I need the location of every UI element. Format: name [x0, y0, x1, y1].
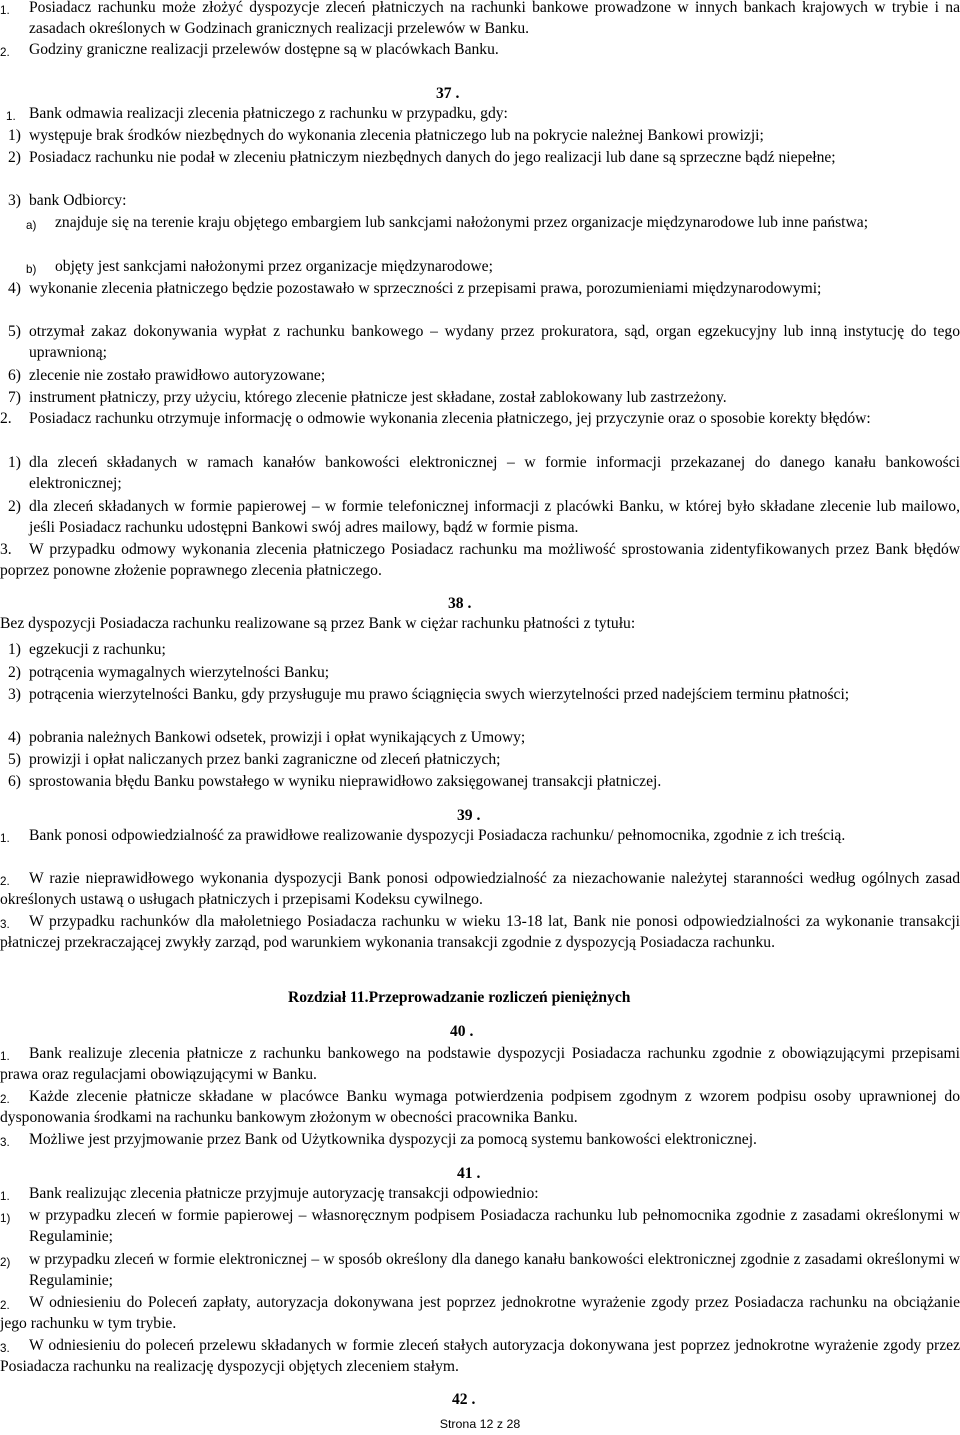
- list-marker: 3.: [0, 1136, 10, 1149]
- list-item-text: Posiadacz rachunku nie podał w zleceniu płatniczym niezbędnych danych do jego realizacji lub dane są sprzeczne bądź niepełne;: [29, 149, 836, 166]
- list-item-text: sprostowania błędu Banku powstałego w wyniku nieprawidłowo zaksięgowanej transakcji płatniczej.: [29, 773, 662, 790]
- section-heading: 37 .: [436, 85, 460, 102]
- list-item: [0, 685, 960, 706]
- list-item: [0, 0, 960, 40]
- list-item-text: potrącenia wymagalnych wierzytelności Banku;: [29, 664, 330, 681]
- list-item: [0, 826, 960, 847]
- list-marker: 3): [8, 192, 21, 209]
- list-item-text: bank Odbiorcy:: [29, 192, 127, 209]
- paragraph-marker: 2.: [0, 410, 12, 427]
- list-item: [0, 728, 960, 749]
- section-heading: 39 .: [457, 807, 481, 824]
- sub-list-marker: a): [26, 219, 37, 232]
- list-item: [0, 1087, 960, 1129]
- list-item-text: W odniesieniu do Poleceń zapłaty, autoryzacja dokonywana jest poprzez jednokrotne wyrażenie zgody przez Posiadacza rachunku na obciążanie jego rachunku w tym trybie.: [0, 1294, 960, 1332]
- list-item: [0, 388, 960, 409]
- list-item: [0, 663, 960, 684]
- sub-list-marker: b): [26, 263, 37, 276]
- section-heading: 42 .: [452, 1391, 476, 1408]
- list-marker: 4): [8, 729, 21, 746]
- list-item: [0, 1336, 960, 1378]
- list-item: [0, 279, 960, 300]
- list-item-text: występuje brak środków niezbędnych do wykonania zlecenia płatniczego lub na pokrycie należnej Bankowi prowizji;: [29, 127, 764, 144]
- list-item: [0, 126, 960, 147]
- sub-list-item-text: znajduje się na terenie kraju objętego embargiem lub sankcjami nałożonymi przez organizacje międzynarodowe lub inne państwa;: [55, 214, 869, 231]
- list-item: [0, 1250, 960, 1292]
- list-item-text: Bank realizuje zlecenia płatnicze z rachunku bankowego na podstawie dyspozycji Posiadacza rachunku zgodnie z obowiązującymi przepisami prawa oraz regulacjami obowiązującymi w Banku.: [0, 1045, 960, 1083]
- list-item-text: w przypadku zleceń w formie papierowej – własnoręcznym podpisem Posiadacza rachunku lub pełnomocnika zgodnie z zasadami określonymi w Regulaminie;: [29, 1207, 960, 1245]
- list-item-text: egzekucji z rachunku;: [29, 641, 166, 658]
- list-item: [0, 772, 960, 793]
- section-heading: 40 .: [450, 1023, 474, 1040]
- list-marker: 3): [8, 686, 21, 703]
- list-marker: 3.: [0, 1342, 10, 1355]
- list-marker: 1): [8, 454, 21, 471]
- paragraph: [0, 1184, 960, 1205]
- list-item-text: instrument płatniczy, przy użyciu, którego zlecenie płatnicze jest składane, został zablokowany lub zastrzeżony.: [29, 389, 727, 406]
- sub-list-item-text: objęty jest sankcjami nałożonymi przez organizacje międzynarodowe;: [55, 258, 493, 275]
- list-marker: 1.: [0, 4, 10, 17]
- list-item-text: Posiadacz rachunku może złożyć dyspozycje zleceń płatniczych na rachunki bankowe prowadzone w innych bankach krajowych w trybie i na zasadach określonych w Godzinach granicznych realizacji przelewów w Banku.: [29, 0, 960, 37]
- list-marker: 1): [0, 1212, 11, 1225]
- list-item: [0, 453, 960, 495]
- list-item: [0, 869, 960, 911]
- list-item-text: Bank ponosi odpowiedzialność za prawidłowe realizowanie dyspozycji Posiadacza rachunku/ pełnomocnika, zgodnie z ich treścią.: [29, 827, 846, 844]
- list-item-text: wykonanie zlecenia płatniczego będzie pozostawało w sprzeczności z przepisami prawa, porozumieniami międzynarodowymi;: [29, 280, 822, 297]
- sub-list-item: [26, 257, 960, 278]
- list-marker: 2): [8, 149, 21, 166]
- list-item-text: zlecenie nie zostało prawidłowo autoryzowane;: [29, 367, 326, 384]
- list-marker: 2.: [0, 1093, 10, 1106]
- paragraph: [0, 540, 960, 582]
- paragraph-text: Bank realizując zlecenia płatnicze przyjmuje autoryzację transakcji odpowiednio:: [29, 1185, 539, 1202]
- paragraph: [0, 409, 960, 430]
- paragraph-marker: 3.: [0, 541, 12, 558]
- list-marker: 1): [8, 127, 21, 144]
- list-marker: 6): [8, 773, 21, 790]
- list-item: [0, 1130, 960, 1151]
- list-item: [0, 322, 960, 364]
- list-item: [0, 1206, 960, 1248]
- paragraph-marker: 1.: [6, 110, 16, 123]
- list-marker: 4): [8, 280, 21, 297]
- list-item-text: potrącenia wierzytelności Banku, gdy przysługuje mu prawo ściągnięcia swych wierzytelności przed nadejściem terminu płatności;: [29, 686, 850, 703]
- list-item-text: w przypadku zleceń w formie elektronicznej – w sposób określony dla danego kanału bankowości elektronicznej zgodnie z zasadami określonymi w Regulaminie;: [29, 1251, 960, 1289]
- list-item: [0, 750, 960, 771]
- list-marker: 2.: [0, 875, 10, 888]
- list-marker: 7): [8, 389, 21, 406]
- paragraph-text: Bez dyspozycji Posiadacza rachunku realizowane są przez Bank w ciężar rachunku płatności z tytułu:: [0, 615, 636, 632]
- list-marker: 1.: [0, 1050, 10, 1063]
- list-item: [0, 148, 960, 169]
- list-item-text: prowizji i opłat naliczanych przez banki zagraniczne od zleceń płatniczych;: [29, 751, 501, 768]
- list-marker: 5): [8, 323, 21, 340]
- page-number: Strona 12 z 28: [439, 1417, 521, 1431]
- sub-list-item: [26, 213, 960, 234]
- list-item-text: dla zleceń składanych w ramach kanałów bankowości elektronicznej – w formie informacji przekazanej do danego kanału bankowości elektronicznej;: [29, 454, 960, 492]
- list-item: [0, 40, 960, 61]
- list-marker: 6): [8, 367, 21, 384]
- chapter-title: Rozdział 11.Przeprowadzanie rozliczeń pieniężnych: [288, 989, 631, 1006]
- list-item: [0, 1293, 960, 1335]
- list-item-text: W odniesieniu do poleceń przelewu składanych w formie zleceń stałych autoryzacja dokonywana jest poprzez jednokrotne wyrażenie zgody przez Posiadacza rachunku na realizację dyspozycji objętych zleceniem stałym.: [0, 1337, 960, 1375]
- section-heading: 38 .: [448, 595, 472, 612]
- list-item: [0, 1044, 960, 1086]
- list-marker: 1): [8, 641, 21, 658]
- list-marker: 2): [0, 1256, 11, 1269]
- paragraph-text: Posiadacz rachunku otrzymuje informację o odmowie wykonania zlecenia płatniczego, jej przyczynie oraz o sposobie korekty błędów:: [29, 410, 871, 427]
- list-item-text: W razie nieprawidłowego wykonania dyspozycji Bank ponosi odpowiedzialność za niezachowanie należytej staranności według ogólnych zasad określonych ustawą o usługach płatniczych i przepisami Kodeksu cywilnego.: [0, 870, 960, 908]
- list-marker: 1.: [0, 832, 10, 845]
- paragraph-marker: 1.: [0, 1190, 10, 1203]
- list-item: [0, 640, 960, 661]
- list-item-text: W przypadku rachunków dla małoletniego Posiadacza rachunku w wieku 13-18 lat, Bank nie ponosi odpowiedzialności za wykonanie transakcji płatniczej przekraczającej zwykły zarząd, pod warunkiem wykonania transakcji zgodnie z dyspozycją Posiadacza rachunku.: [0, 913, 960, 951]
- list-item: [0, 497, 960, 539]
- list-marker: 2.: [0, 46, 10, 59]
- list-item-text: pobrania należnych Bankowi odsetek, prowizji i opłat wynikających z Umowy;: [29, 729, 526, 746]
- list-marker: 2): [8, 498, 21, 515]
- list-marker: 2): [8, 664, 21, 681]
- list-marker: 3.: [0, 918, 10, 931]
- paragraph: [0, 104, 960, 125]
- list-item: [0, 912, 960, 954]
- list-marker: 5): [8, 751, 21, 768]
- list-item-text: Godziny graniczne realizacji przelewów dostępne są w placówkach Banku.: [29, 41, 499, 58]
- section-heading: 41 .: [457, 1165, 481, 1182]
- paragraph-text: W przypadku odmowy wykonania zlecenia płatniczego Posiadacz rachunku ma możliwość sprostowania zidentyfikowanych przez Bank błędów poprzez ponowne złożenie poprawnego zlecenia płatniczego.: [0, 541, 960, 579]
- paragraph-text: Bank odmawia realizacji zlecenia płatniczego z rachunku w przypadku, gdy:: [29, 105, 508, 122]
- list-item-text: Możliwe jest przyjmowanie przez Bank od Użytkownika dyspozycji za pomocą systemu bankowości elektronicznej.: [29, 1131, 757, 1148]
- list-marker: 2.: [0, 1299, 10, 1312]
- list-item-text: Każde zlecenie płatnicze składane w placówce Banku wymaga potwierdzenia podpisem zgodnym z wzorem podpisu osoby uprawnionej do dysponowania środkami na rachunku bankowym złożonym w obecności pracownika Banku.: [0, 1088, 960, 1126]
- list-item-text: otrzymał zakaz dokonywania wypłat z rachunku bankowego – wydany przez prokuratora, sąd, organ egzekucyjny lub inną instytucję do tego uprawnioną;: [29, 323, 960, 361]
- list-item-text: dla zleceń składanych w formie papierowej – w formie telefonicznej informacji z placówki Banku, w której było składane zlecenie lub mailowo, jeśli Posiadacz rachunku udostępni Bankowi swój adres mailowy, bądź w formie pisma.: [29, 498, 960, 536]
- list-item: [0, 191, 960, 212]
- list-item: [0, 366, 960, 387]
